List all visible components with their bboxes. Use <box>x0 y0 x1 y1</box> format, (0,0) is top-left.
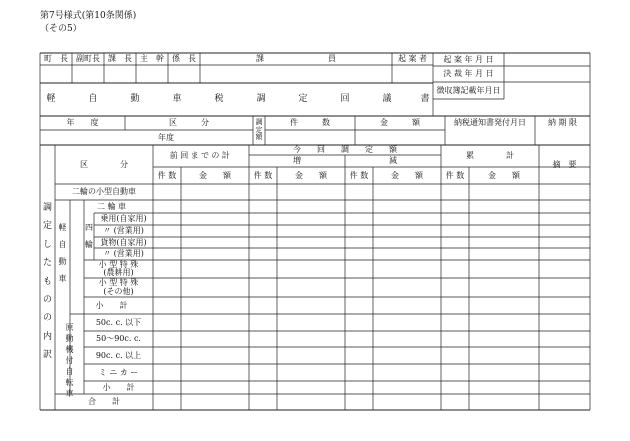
row-grand-total: 合 計 <box>88 397 120 406</box>
approval-drafter: 起 案 者 <box>397 54 428 63</box>
form-number: 第7号様式(第10条関係) <box>40 11 137 21</box>
title-char: 軽 <box>46 93 56 104</box>
side-char: も <box>42 276 52 287</box>
kei-char: 動 <box>58 257 67 266</box>
four-char: 四 <box>85 223 93 232</box>
assessed-char: 調 <box>255 117 263 126</box>
title-char: 税 <box>214 93 224 104</box>
remarks-header: 摘 要 <box>552 159 577 169</box>
approval-mayor: 町 長 <box>44 54 68 63</box>
row-passenger-commercial: 〃 (営業用) <box>103 226 144 235</box>
count-label: 件 数 <box>290 118 330 127</box>
title-char: 議 <box>382 93 392 104</box>
kei-char: 車 <box>58 274 67 283</box>
special-other-line: 小 型 特 殊 <box>98 278 139 288</box>
cumulative-header: 累 計 <box>466 151 514 160</box>
count-subheader: 件 数 <box>445 170 465 180</box>
moped-char: 動 <box>65 334 74 343</box>
previous-total-header: 前回までの計 <box>169 151 233 160</box>
notice-date-label: 納税通知書発付月日 <box>454 118 526 127</box>
four-wheel-vertical-label <box>84 222 94 250</box>
approval-deputy-mayor: 副町長 <box>76 54 100 63</box>
count-subheader: 件 数 <box>253 170 273 180</box>
moped-char: 原 <box>65 323 74 332</box>
side-char: た <box>42 258 52 269</box>
amount-subheader: 金 額 <box>488 170 520 180</box>
count-subheader: 件 数 <box>349 170 369 180</box>
side-char: の <box>42 313 52 324</box>
title-char: 定 <box>298 93 308 104</box>
title-char: 動 <box>130 93 140 104</box>
draft-date-label: 起 案 年 月 日 <box>443 54 494 64</box>
special-other-line: (その他) <box>103 286 134 296</box>
assessed-char: 額 <box>255 133 263 142</box>
count-subheader: 件 数 <box>157 170 177 180</box>
fiscal-year-label: 年 度 <box>66 118 99 127</box>
fiscal-year-unit: 年度 <box>158 133 174 142</box>
moped-char: 転 <box>65 378 74 387</box>
row-minicar: ミ ニ カ ー <box>98 367 139 377</box>
title-char: 車 <box>172 93 182 104</box>
four-char: 輪 <box>85 240 93 249</box>
row-50-90cc: 50〜90c. c. <box>96 334 141 343</box>
moped-char: 車 <box>65 389 74 398</box>
form-sub-number: （その5） <box>40 24 82 34</box>
row-passenger-private: 乗用(自家用) <box>100 214 147 223</box>
row-special-other <box>84 278 153 297</box>
moped-char: 機 <box>65 345 74 354</box>
row-special-farm <box>84 260 153 278</box>
amount-subheader: 金 額 <box>199 170 231 180</box>
increase-header: 増 <box>293 156 301 165</box>
title-char: 調 <box>256 93 266 104</box>
side-char: 定 <box>42 221 52 232</box>
side-char: し <box>42 239 52 250</box>
category-header: 区 分 <box>80 159 128 169</box>
title-char: 回 <box>340 93 350 104</box>
deadline-label: 納 期 限 <box>547 118 578 127</box>
approval-section-chief: 課 長 <box>108 54 132 63</box>
special-farm-line: 小 型 特 殊 <box>98 259 139 269</box>
document-title <box>40 90 433 108</box>
approval-senior-officer: 主 幹 <box>140 54 164 63</box>
side-char: 調 <box>42 203 52 213</box>
row-subtotal-kei: 小 計 <box>95 300 128 310</box>
side-char: 訳 <box>42 350 52 360</box>
breakdown-side-label <box>40 200 55 360</box>
decision-date-label: 決 裁 年 月 日 <box>443 69 494 78</box>
row-under-50cc: 50c. c. 以下 <box>95 317 142 327</box>
amount-subheader: 金 額 <box>295 170 327 180</box>
row-two-wheel-small: 二輪の小型自動車 <box>72 187 136 196</box>
special-farm-line: (農耕用) <box>103 268 134 277</box>
assessed-char: 定 <box>255 125 263 134</box>
row-two-wheel: 二 輪 車 <box>96 201 127 211</box>
ledger-date-label: 徴収簿記載年月日 <box>436 85 501 95</box>
row-cargo-commercial: 〃 (営業用) <box>103 249 144 258</box>
decrease-header: 減 <box>389 156 397 165</box>
kei-vertical-label <box>55 222 70 284</box>
assessed-amount-vertical <box>253 117 265 144</box>
side-char: 内 <box>42 331 52 342</box>
title-char: 書 <box>420 93 430 104</box>
row-over-90cc: 90c. c. 以上 <box>95 350 142 360</box>
row-subtotal-moped: 小 計 <box>102 382 135 392</box>
moped-vertical-label <box>55 322 84 398</box>
kei-char: 軽 <box>58 223 67 232</box>
amount-label: 金 額 <box>380 118 420 127</box>
approval-staff: 課 員 <box>256 54 336 63</box>
side-char: の <box>42 294 52 305</box>
district-label: 区 分 <box>169 118 209 127</box>
approval-subsection-chief: 係 長 <box>172 54 196 63</box>
current-assessment-header: 今 回 調 定 額 <box>293 145 397 154</box>
kei-char: 自 <box>58 240 67 249</box>
title-char: 自 <box>88 93 98 104</box>
amount-subheader: 金 額 <box>391 170 423 180</box>
moped-char: 自 <box>65 367 74 376</box>
moped-char: 付 <box>65 356 74 365</box>
row-cargo-private: 貨物(自家用) <box>100 237 147 247</box>
